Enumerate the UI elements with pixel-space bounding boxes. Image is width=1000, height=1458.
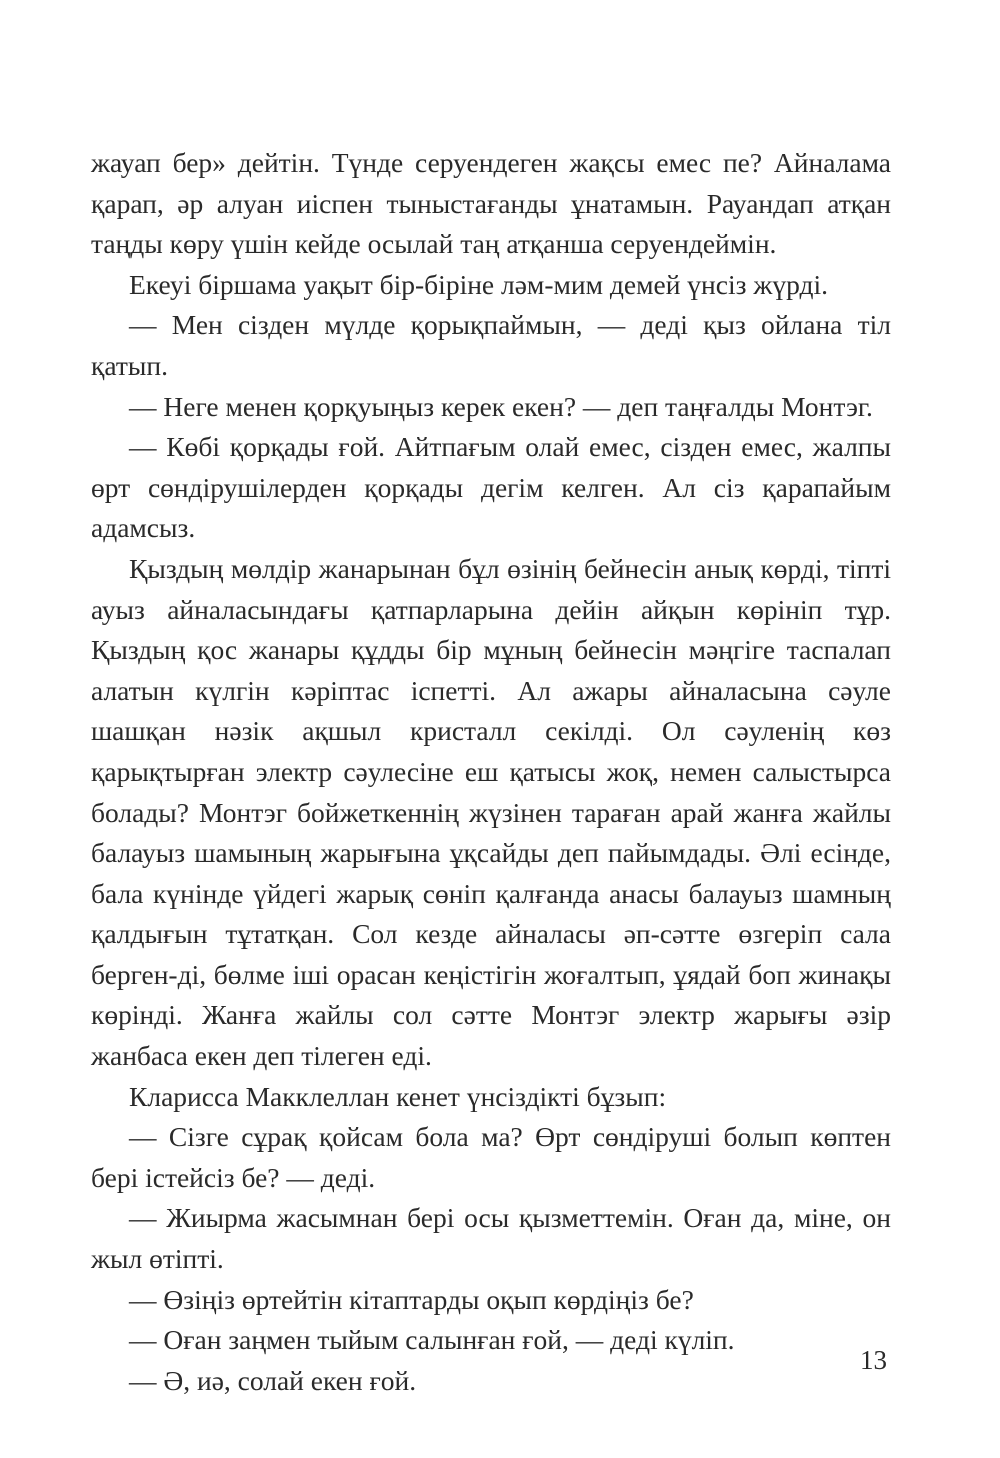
- paragraph-7: Кларисса Макклеллан кенет үнсіздікті бұзып:: [129, 1080, 667, 1112]
- body-text: [91, 143, 891, 1401]
- paragraph-4: — Неге менен қорқуыңыз керек екен? — деп таңғалды Монтэг.: [129, 390, 873, 422]
- paragraph-2: Екеуі біршама уақыт бір-біріне ләм-мим демей үнсіз жүрді.: [129, 268, 828, 300]
- paragraph-11: — Оған заңмен тыйым салынған ғой, — деді күліп.: [129, 1324, 735, 1356]
- paragraph-3: — Мен сізден мүлде қорықпаймын, — деді қыз ойлана тіл қатып.: [91, 309, 891, 381]
- paragraph-10: — Өзіңіз өртейтін кітаптарды оқып көрдіңіз бе?: [129, 1283, 694, 1315]
- paragraph-5: — Көбі қорқады ғой. Айтпағым олай емес, сізден емес, жалпы өрт сөндірушілерден қорқады дегім келген. Ал сіз қарапайым адамсыз.: [91, 431, 891, 544]
- page-number: 13: [860, 1345, 887, 1375]
- paragraph-1: жауап бер» дейтін. Түнде серуендеген жақсы емес пе? Айналама қарап, әр алуан иіспен тыныстағанды ұнатамын. Рауандап атқан таңды көру үшін кейде осылай таң атқанша серуендеймін.: [91, 147, 891, 260]
- paragraph-8: — Сізге сұрақ қойсам бола ма? Өрт сөндіруші болып көптен бері істейсіз бе? — деді.: [91, 1121, 891, 1193]
- paragraph-6: Қыздың мөлдір жанарынан бұл өзінің бейнесін анық көрді, тіпті ауыз айналасындағы қатпарларына дейін айқын көрініп тұр. Қыздың қос жанары құдды бір мұның бейнесін мәңгіге таспалап алатын күлгін кәріптас іспетті. Ал ажары айналасына сәуле шашқан нәзік ақшыл кристалл секілді. Ол сәуленің көз қарықтырған электр сәулесіне еш қатысы жоқ, немен салыстырса болады? Монтэг бойжеткеннің жүзінен тараған арай жанға жайлы балауыз шамының жарығына ұқсайды деп пайымдады. Әлі есінде, бала күнінде үйдегі жарық сөніп қалғанда анасы балауыз шамның қалдығын тұтатқан. Сол кезде айналасы әп-сәтте өзгеріп сала берген-ді, бөлме іші орасан кеңістігін жоғалтып, ұядай боп жинақы көрінді. Жанға жайлы сол сәтте Монтэг электр жарығы әзір жанбаса екен деп тілеген еді.: [91, 552, 891, 1072]
- paragraph-12: — Ә, иә, солай екен ғой.: [129, 1364, 417, 1396]
- paragraph-9: — Жиырма жасымнан бері осы қызметтемін. Оған да, міне, он жыл өтіпті.: [91, 1202, 891, 1275]
